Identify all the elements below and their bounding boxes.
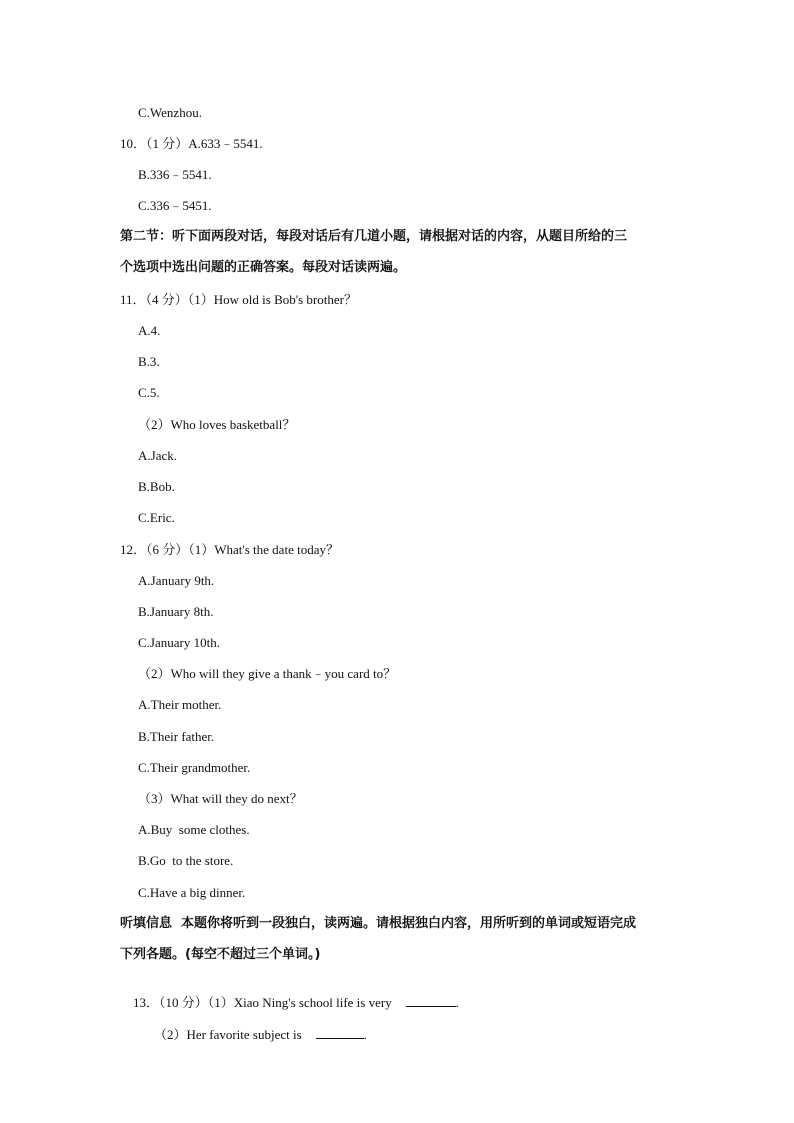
question-12-2: （2）Who will they give a thank﹣you card to？ [138, 666, 397, 681]
option-12-2b: B.Their father. [138, 729, 215, 744]
option-9c: C.Wenzhou. [138, 105, 202, 120]
option-12-1c: C.January 10th. [138, 635, 220, 650]
option-10c: C.336﹣5451. [138, 198, 212, 213]
option-11-2b: B.Bob. [138, 479, 175, 494]
question-11-1: 11．（4 分）（1）How old is Bob's brother？ [120, 292, 357, 307]
option-11-2c: C.Eric. [138, 510, 175, 525]
option-11-1a: A.4. [138, 323, 161, 338]
option-12-2a: A.Their mother. [138, 697, 222, 712]
question-11-2: （2）Who loves basketball？ [138, 417, 296, 432]
option-11-2a: A.Jack. [138, 448, 177, 463]
period: . [363, 1027, 367, 1042]
option-12-3b: B.Go to the store. [138, 853, 234, 868]
question-13-2-text: （2）Her favorite subject is [154, 1027, 302, 1042]
section-2-instruction-line-1: 第二节：听下面两段对话，每段对话后有几道小题，请根据对话的内容，从题目所给的三 [120, 229, 628, 244]
period: . [455, 995, 459, 1010]
question-10: 10．（1 分）A.633﹣5541. [120, 136, 263, 151]
option-11-1c: C.5. [138, 385, 160, 400]
option-12-2c: C.Their grandmother. [138, 760, 251, 775]
section-3-instruction-line-1: 听填信息 本题你将听到一段独白，读两遍。请根据独白内容，用所听到的单词或短语完成 [120, 916, 637, 931]
question-13-2 [141, 1010, 367, 1059]
option-12-1a: A.January 9th. [138, 573, 215, 588]
section-2-instruction-line-2: 个选项中选出问题的正确答案。每段对话读两遍。 [120, 260, 407, 275]
answer-blank-13-2[interactable] [316, 1026, 364, 1039]
option-10b: B.336﹣5541. [138, 167, 212, 182]
question-13-1-text: 13．（10 分）（1）Xiao Ning's school life is very [133, 995, 392, 1010]
option-12-1b: B.January 8th. [138, 604, 214, 619]
option-12-3a: A.Buy some clothes. [138, 822, 250, 837]
answer-blank-13-1[interactable] [406, 994, 456, 1007]
option-12-3c: C.Have a big dinner. [138, 885, 246, 900]
question-12-1: 12．（6 分）（1）What's the date today？ [120, 542, 339, 557]
question-12-3: （3）What will they do next？ [138, 791, 303, 806]
section-3-instruction-line-2: 下列各题。(每空不超过三个单词。) [120, 947, 321, 962]
option-11-1b: B.3. [138, 354, 160, 369]
